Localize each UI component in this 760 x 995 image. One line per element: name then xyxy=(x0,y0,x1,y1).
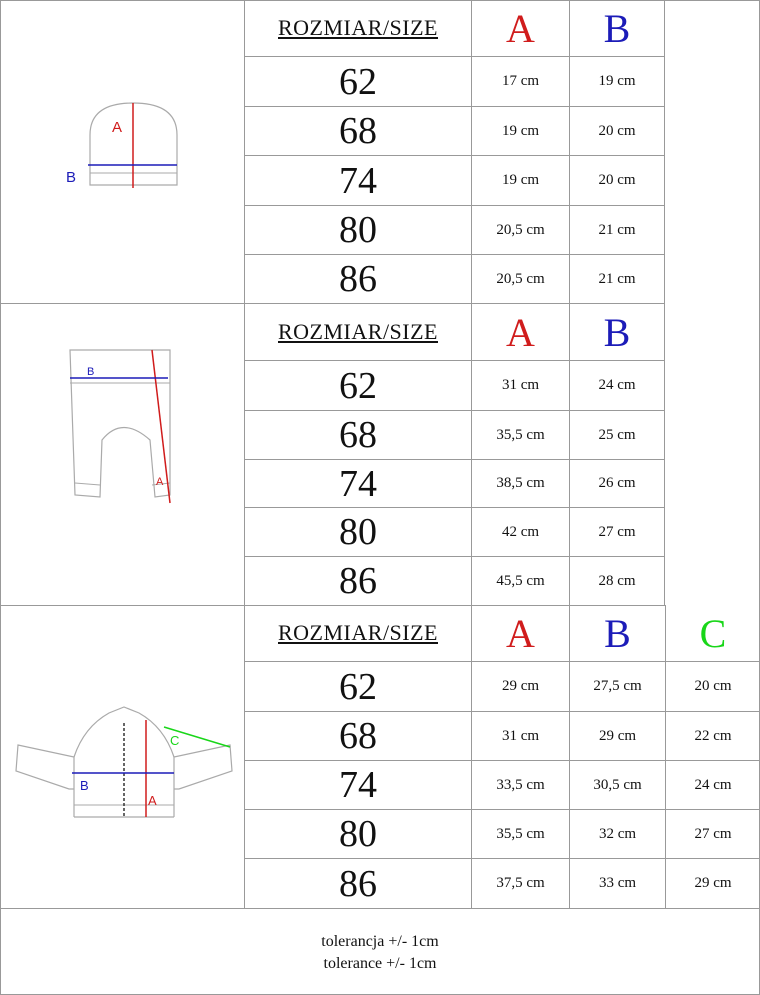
col-b-header: B xyxy=(569,0,665,57)
value-b-cell: 29 cm xyxy=(569,712,665,761)
value-a-cell: 38,5 cm xyxy=(471,460,569,508)
value-a-cell: 31 cm xyxy=(471,361,569,411)
col-b-header: B xyxy=(569,304,665,361)
section-divider xyxy=(0,303,244,304)
size-cell: 62 xyxy=(244,361,471,411)
value-b-cell: 21 cm xyxy=(569,206,665,255)
value-c-cell: 22 cm xyxy=(665,712,760,761)
tolerance-footer xyxy=(0,908,760,995)
value-b-cell: 26 cm xyxy=(569,460,665,508)
jacket-label-c: C xyxy=(170,733,180,748)
value-c-cell: 27 cm xyxy=(665,810,760,859)
value-b-cell: 32 cm xyxy=(569,810,665,859)
value-b-cell: 30,5 cm xyxy=(569,761,665,810)
size-header: ROZMIAR/SIZE xyxy=(244,0,471,57)
value-a-cell: 35,5 cm xyxy=(471,411,569,460)
pants-label-b: B xyxy=(87,366,95,378)
size-header: ROZMIAR/SIZE xyxy=(244,304,471,361)
size-cell: 80 xyxy=(244,810,471,859)
tolerance-en: tolerance +/- 1cm xyxy=(323,955,437,972)
value-a-cell: 45,5 cm xyxy=(471,557,569,606)
col-a-header: A xyxy=(471,0,569,57)
value-b-cell: 20 cm xyxy=(569,156,665,206)
value-a-cell: 20,5 cm xyxy=(471,255,569,304)
value-b-cell: 27,5 cm xyxy=(569,662,665,712)
value-a-cell: 33,5 cm xyxy=(471,761,569,810)
hat-label-a: A xyxy=(112,119,123,136)
value-a-cell: 17 cm xyxy=(471,57,569,107)
size-cell: 80 xyxy=(244,508,471,557)
value-b-cell: 27 cm xyxy=(569,508,665,557)
pants-diagram xyxy=(60,345,190,510)
value-c-cell: 24 cm xyxy=(665,761,760,810)
value-a-cell: 35,5 cm xyxy=(471,810,569,859)
size-cell: 68 xyxy=(244,107,471,156)
value-a-cell: 31 cm xyxy=(471,712,569,761)
value-b-cell: 25 cm xyxy=(569,411,665,460)
size-cell: 62 xyxy=(244,57,471,107)
hat-label-b: B xyxy=(66,169,77,186)
value-b-cell: 28 cm xyxy=(569,557,665,606)
size-header: ROZMIAR/SIZE xyxy=(244,605,471,662)
col-a-header: A xyxy=(471,304,569,361)
size-cell: 80 xyxy=(244,206,471,255)
value-b-cell: 19 cm xyxy=(569,57,665,107)
value-a-cell: 42 cm xyxy=(471,508,569,557)
size-cell: 68 xyxy=(244,411,471,460)
size-cell: 74 xyxy=(244,460,471,508)
size-cell: 86 xyxy=(244,255,471,304)
value-a-cell: 37,5 cm xyxy=(471,859,569,909)
size-cell: 68 xyxy=(244,712,471,761)
value-a-cell: 20,5 cm xyxy=(471,206,569,255)
col-a-header: A xyxy=(471,605,569,662)
value-c-cell: 29 cm xyxy=(665,859,760,909)
size-cell: 62 xyxy=(244,662,471,712)
pants-label-a: A xyxy=(156,476,164,488)
value-a-cell: 19 cm xyxy=(471,107,569,156)
value-c-cell: 20 cm xyxy=(665,662,760,712)
size-cell: 86 xyxy=(244,557,471,606)
value-b-cell: 21 cm xyxy=(569,255,665,304)
size-cell: 74 xyxy=(244,761,471,810)
col-b-header: B xyxy=(569,605,665,662)
value-a-cell: 19 cm xyxy=(471,156,569,206)
size-cell: 74 xyxy=(244,156,471,206)
value-b-cell: 24 cm xyxy=(569,361,665,411)
jacket-label-a: A xyxy=(148,793,157,808)
size-cell: 86 xyxy=(244,859,471,909)
hat-diagram xyxy=(55,95,205,195)
jacket-diagram xyxy=(14,705,236,825)
jacket-label-b: B xyxy=(80,778,89,793)
value-b-cell: 20 cm xyxy=(569,107,665,156)
tolerance-pl: tolerancja +/- 1cm xyxy=(321,933,439,950)
col-c-header: C xyxy=(665,605,760,662)
section-divider xyxy=(0,605,244,606)
value-a-cell: 29 cm xyxy=(471,662,569,712)
value-b-cell: 33 cm xyxy=(569,859,665,909)
